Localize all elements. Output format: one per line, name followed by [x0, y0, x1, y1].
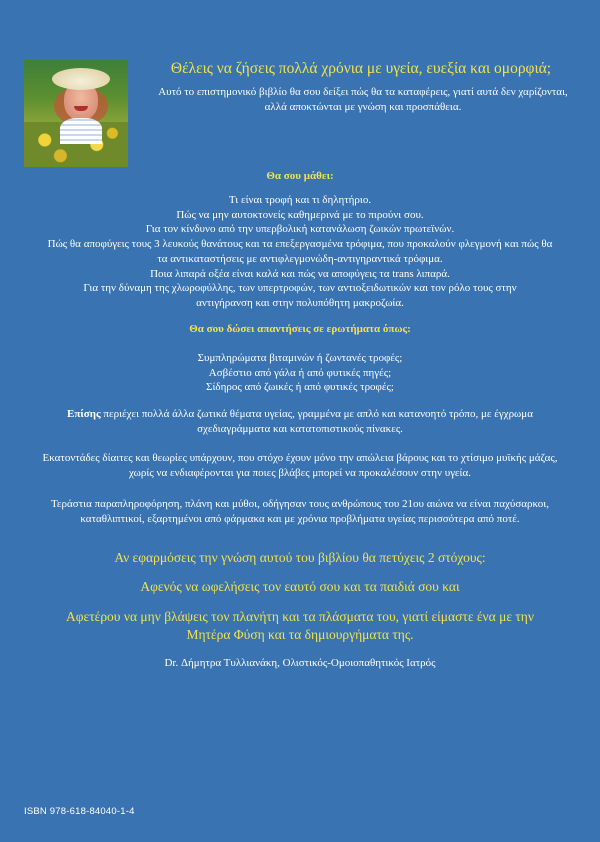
section1-line: Ποια λιπαρά οξέα είναι καλά και πώς να αποφύγεις τα trans λιπαρά. [150, 267, 450, 280]
misinformation-text: Τεράστια παραπληροφόρηση, πλάνη και μύθοι, οδήγησαν τους ανθρώπους του 21ου αιώνα να είναι παχύσαρκοι, καταθλιπτικοί, εξαρτημένοι από φάρμακα και με χρόνια προβλήματα υγείας περισσότερα από ποτέ. [50, 498, 550, 525]
section1-line: Τι είναι τροφή και τι δηλητήριο. [228, 194, 372, 206]
tagline: Θέλεις να ζήσεις πολλά χρόνια με υγεία, ευεξία και ομορφιά; [170, 60, 552, 77]
also-bold: Επίσης [67, 408, 101, 420]
section2-list [36, 351, 564, 395]
diets-text: Εκατοντάδες δίαιτες και θεωρίες υπάρχουν, που στόχο έχουν μόνο την απώλεια βάρους και το χτίσιμο μυϊκής μάζας, χωρίς να ενδιαφέρονται για ποιες βλάβες μπορεί να προκαλέσουν στην υγεία. [42, 452, 558, 479]
intro-text: Αυτό το επιστημονικό βιβλίο θα σου δείξει πώς θα τα καταφέρεις, γιατί αυτά δεν χαρίζονται, αλλά αποκτώνται με γνώση και προσπάθεια. [158, 86, 568, 113]
diets-paragraph [36, 451, 564, 480]
section2-line: Σίδηρος από ζωικές ή από φυτικές τροφές; [206, 381, 394, 394]
misinformation-paragraph [36, 497, 564, 526]
section2-heading: Θα σου δώσει απαντήσεις σε ερωτήματα όπως: [189, 323, 411, 335]
also-text [36, 407, 564, 436]
section1-line: Για τον κίνδυνο από την υπερβολική κατανάλωση ζωικών πρωτεϊνών. [145, 223, 455, 236]
section2-line: Ασβέστιο από γάλα ή από φυτικές πηγές; [208, 366, 392, 379]
goals-intro: Αν εφαρμόσεις την γνώση αυτού του βιβλίου θα πετύχεις 2 στόχους: [114, 550, 486, 565]
goals-first: Αφενός να ωφελήσεις τον εαυτό σου και τα παιδιά σου και [140, 579, 460, 594]
section1-line: Πώς θα αποφύγεις τους 3 λευκούς θανάτους και τα επεξεργασμένα τρόφιμα, που προκαλούν φλεγμονή και πώς θα τα αντικαταστήσεις με αντιφλεγμονώδη-αντιγηραντικά τρόφιμα. [47, 238, 553, 265]
also-paragraph [36, 407, 564, 436]
goals-second: Αφετέρου να μην βλάψεις τον πλανήτη και τα πλάσματα του, γιατί είμαστε ένα με την Μητέρα Φύση και τα δημιουργήματα της. [66, 609, 534, 642]
author-photo [24, 60, 128, 167]
section1-line: Πώς να μην αυτοκτονείς καθημερινά με το πιρούνι σου. [176, 208, 424, 221]
section2-line: Συμπληρώματα βιταμινών ή ζωντανές τροφές; [197, 352, 403, 364]
section1-list [36, 193, 564, 311]
section1-heading: Θα σου μάθει: [266, 170, 334, 182]
photo-shirt [60, 118, 102, 144]
isbn: ISBN 978-618-84040-1-4 [24, 806, 135, 817]
photo-hat [52, 68, 110, 90]
also-rest: περιέχει πολλά άλλα ζωτικά θέματα υγείας, γραμμένα με απλό και κατανοητό τρόπο, με έγχρωμα σχεδιαγράμματα και κατατοπιστικούς πίνακες. [100, 408, 533, 435]
signature: Dr. Δήμητρα Τυλλιανάκη, Ολιστικός-Ομοιοπαθητικός Ιατρός [164, 657, 436, 669]
section1-line: Για την δύναμη της χλωροφύλλης, των υπερτροφών, των αντιοξειδωτικών και τον ρόλο τους στην αντιγήρανση και στην πολυπόθητη μακροζωία. [83, 282, 517, 309]
